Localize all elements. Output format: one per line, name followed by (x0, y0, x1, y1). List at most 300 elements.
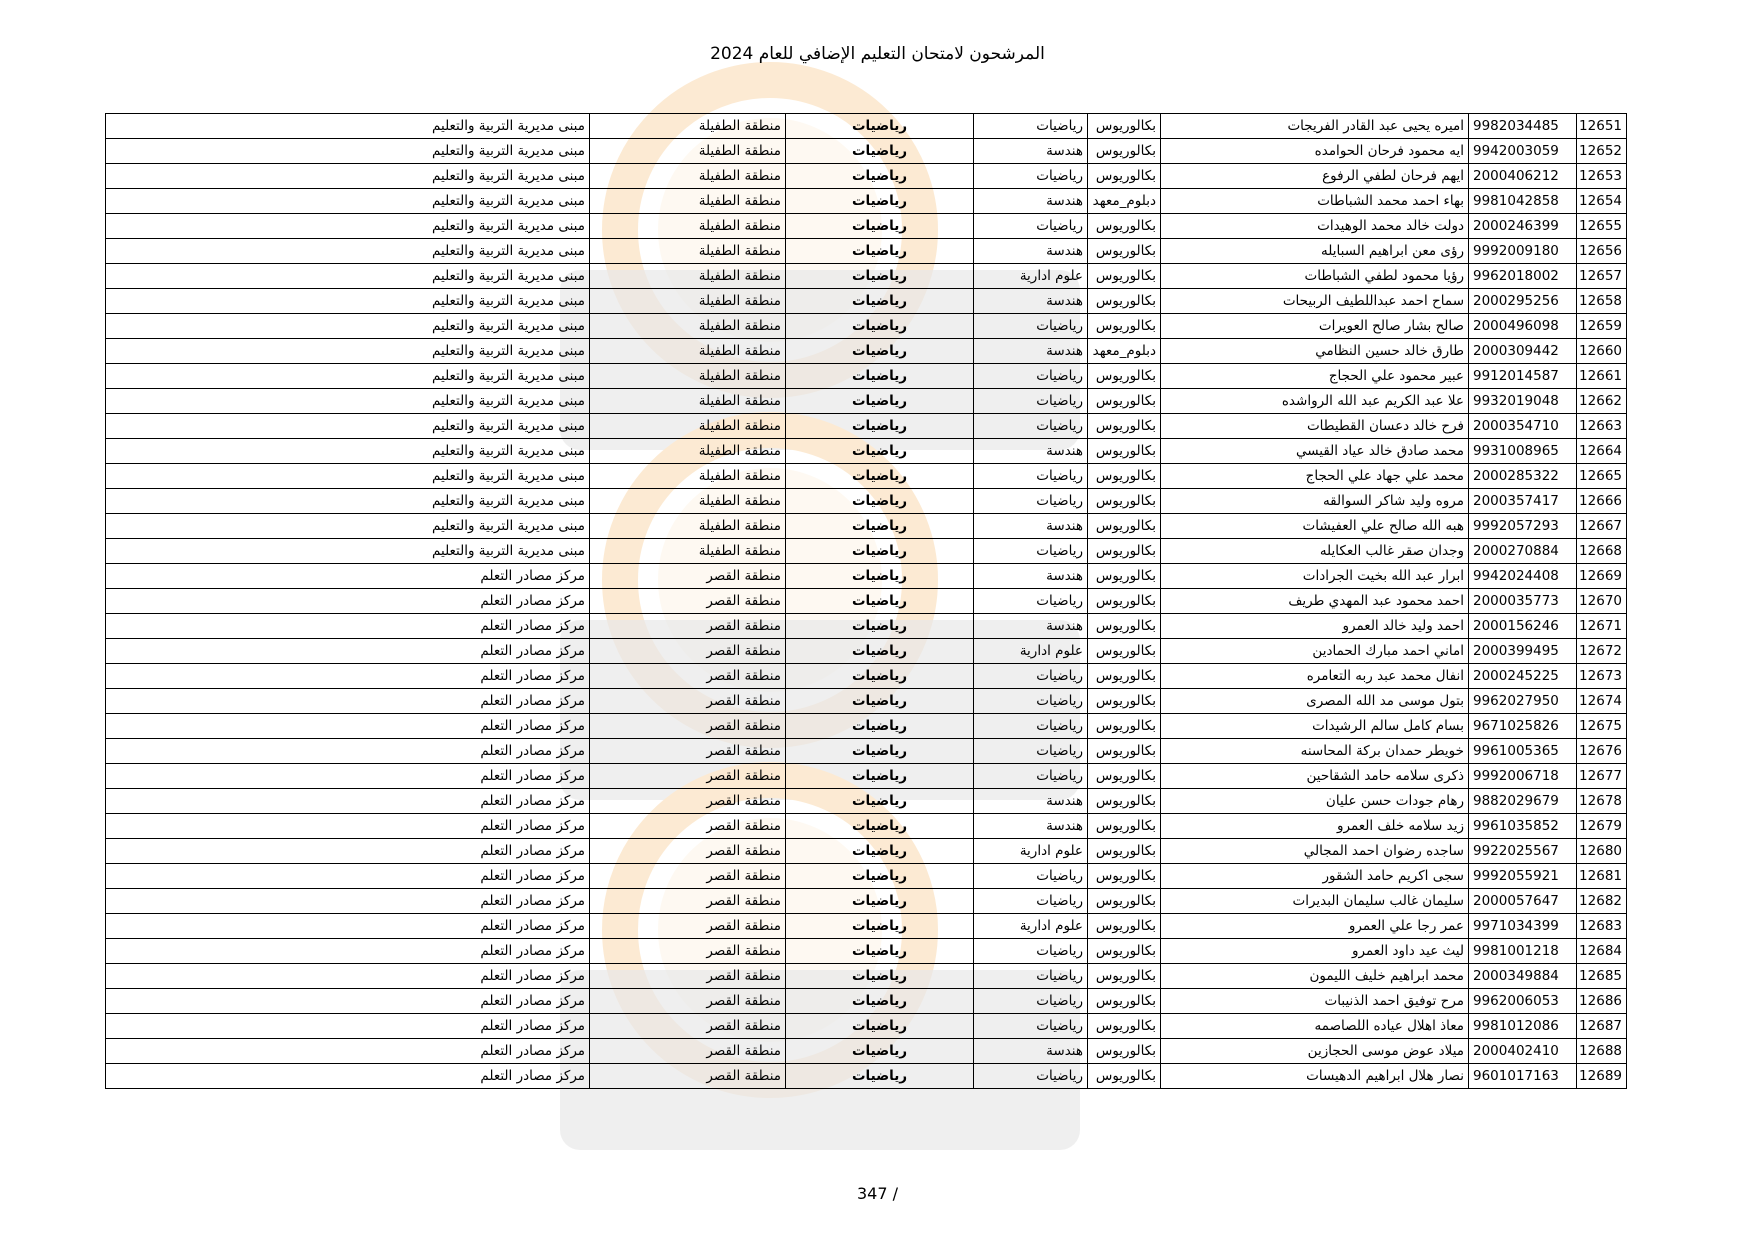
exam-center-cell: مبنى مديرية التربية والتعليم (106, 189, 590, 214)
table-row (106, 439, 1627, 464)
exam-subject-cell: رياضيات (786, 164, 974, 189)
exam-subject-cell: رياضيات (786, 414, 974, 439)
exam-center-cell: مبنى مديرية التربية والتعليم (106, 514, 590, 539)
education-region-cell: منطقة القصر (590, 1039, 786, 1064)
education-region-cell: منطقة الطفيلة (590, 364, 786, 389)
education-region-cell: منطقة القصر (590, 714, 786, 739)
exam-subject-cell: رياضيات (786, 639, 974, 664)
national-id-cell: 9601017163 (1469, 1064, 1577, 1089)
table-row (106, 764, 1627, 789)
specialization-cell: رياضيات (974, 589, 1088, 614)
candidate-name-cell: ليث عيد داود العمرو (1161, 939, 1469, 964)
education-region-cell: منطقة القصر (590, 689, 786, 714)
degree-cell: بكالوريوس (1088, 514, 1161, 539)
exam-center-cell: مركز مصادر التعلم (106, 764, 590, 789)
exam-subject-cell: رياضيات (786, 889, 974, 914)
education-region-cell: منطقة القصر (590, 764, 786, 789)
seat-number-cell: 12689 (1577, 1064, 1627, 1089)
table-row (106, 314, 1627, 339)
exam-center-cell: مركز مصادر التعلم (106, 739, 590, 764)
degree-cell: دبلوم_معهد (1088, 189, 1161, 214)
seat-number-cell: 12674 (1577, 689, 1627, 714)
seat-number-cell: 12660 (1577, 339, 1627, 364)
exam-subject-cell: رياضيات (786, 539, 974, 564)
specialization-cell: رياضيات (974, 689, 1088, 714)
candidate-name-cell: علا عبد الكريم عبد الله الرواشده (1161, 389, 1469, 414)
specialization-cell: هندسة (974, 189, 1088, 214)
exam-subject-cell: رياضيات (786, 439, 974, 464)
exam-subject-cell: رياضيات (786, 614, 974, 639)
exam-subject-cell: رياضيات (786, 764, 974, 789)
national-id-cell: 9961005365 (1469, 739, 1577, 764)
seat-number-cell: 12680 (1577, 839, 1627, 864)
degree-cell: بكالوريوس (1088, 214, 1161, 239)
exam-subject-cell: رياضيات (786, 489, 974, 514)
candidate-name-cell: صالح بشار صالح العويرات (1161, 314, 1469, 339)
specialization-cell: رياضيات (974, 414, 1088, 439)
education-region-cell: منطقة الطفيلة (590, 414, 786, 439)
table-row (106, 214, 1627, 239)
table-row (106, 989, 1627, 1014)
candidate-name-cell: بتول موسى مد الله المصرى (1161, 689, 1469, 714)
education-region-cell: منطقة القصر (590, 964, 786, 989)
national-id-cell: 9932019048 (1469, 389, 1577, 414)
specialization-cell: رياضيات (974, 314, 1088, 339)
exam-center-cell: مركز مصادر التعلم (106, 689, 590, 714)
degree-cell: بكالوريوس (1088, 714, 1161, 739)
seat-number-cell: 12659 (1577, 314, 1627, 339)
exam-subject-cell: رياضيات (786, 564, 974, 589)
seat-number-cell: 12652 (1577, 139, 1627, 164)
education-region-cell: منطقة القصر (590, 639, 786, 664)
national-id-cell: 9882029679 (1469, 789, 1577, 814)
national-id-cell: 9981001218 (1469, 939, 1577, 964)
page-number: 347 / (856, 1184, 898, 1203)
candidate-name-cell: اماني احمد مبارك الحمادين (1161, 639, 1469, 664)
specialization-cell: رياضيات (974, 864, 1088, 889)
seat-number-cell: 12678 (1577, 789, 1627, 814)
seat-number-cell: 12686 (1577, 989, 1627, 1014)
degree-cell: بكالوريوس (1088, 739, 1161, 764)
candidate-name-cell: طارق خالد حسين النظامي (1161, 339, 1469, 364)
national-id-cell: 9992009180 (1469, 239, 1577, 264)
table-row (106, 414, 1627, 439)
national-id-cell: 2000156246 (1469, 614, 1577, 639)
candidate-name-cell: احمد وليد خالد العمرو (1161, 614, 1469, 639)
table-row (106, 239, 1627, 264)
education-region-cell: منطقة الطفيلة (590, 539, 786, 564)
national-id-cell: 9981012086 (1469, 1014, 1577, 1039)
national-id-cell: 2000057647 (1469, 889, 1577, 914)
specialization-cell: هندسة (974, 789, 1088, 814)
exam-center-cell: مبنى مديرية التربية والتعليم (106, 389, 590, 414)
specialization-cell: علوم ادارية (974, 264, 1088, 289)
specialization-cell: هندسة (974, 514, 1088, 539)
national-id-cell: 2000295256 (1469, 289, 1577, 314)
seat-number-cell: 12684 (1577, 939, 1627, 964)
candidate-name-cell: سماح احمد عبداللطيف الربيحات (1161, 289, 1469, 314)
degree-cell: بكالوريوس (1088, 314, 1161, 339)
exam-center-cell: مركز مصادر التعلم (106, 589, 590, 614)
degree-cell: بكالوريوس (1088, 464, 1161, 489)
national-id-cell: 2000406212 (1469, 164, 1577, 189)
exam-subject-cell: رياضيات (786, 964, 974, 989)
degree-cell: بكالوريوس (1088, 439, 1161, 464)
education-region-cell: منطقة الطفيلة (590, 189, 786, 214)
seat-number-cell: 12682 (1577, 889, 1627, 914)
national-id-cell: 2000285322 (1469, 464, 1577, 489)
candidate-name-cell: ميلاد عوض موسى الحجازين (1161, 1039, 1469, 1064)
national-id-cell: 9962006053 (1469, 989, 1577, 1014)
national-id-cell: 2000035773 (1469, 589, 1577, 614)
education-region-cell: منطقة القصر (590, 614, 786, 639)
degree-cell: بكالوريوس (1088, 564, 1161, 589)
education-region-cell: منطقة الطفيلة (590, 489, 786, 514)
candidate-name-cell: هبه الله صالح علي العفيشات (1161, 514, 1469, 539)
exam-center-cell: مبنى مديرية التربية والتعليم (106, 214, 590, 239)
exam-subject-cell: رياضيات (786, 739, 974, 764)
degree-cell: بكالوريوس (1088, 1064, 1161, 1089)
table-row (106, 789, 1627, 814)
degree-cell: بكالوريوس (1088, 289, 1161, 314)
degree-cell: بكالوريوس (1088, 689, 1161, 714)
candidate-name-cell: مروه وليد شاكر السوالقه (1161, 489, 1469, 514)
exam-center-cell: مبنى مديرية التربية والتعليم (106, 139, 590, 164)
seat-number-cell: 12670 (1577, 589, 1627, 614)
national-id-cell: 9931008965 (1469, 439, 1577, 464)
degree-cell: بكالوريوس (1088, 139, 1161, 164)
exam-subject-cell: رياضيات (786, 364, 974, 389)
exam-subject-cell: رياضيات (786, 264, 974, 289)
specialization-cell: رياضيات (974, 739, 1088, 764)
exam-center-cell: مبنى مديرية التربية والتعليم (106, 164, 590, 189)
specialization-cell: رياضيات (974, 389, 1088, 414)
candidate-name-cell: نصار هلال ابراهيم الدهيسات (1161, 1064, 1469, 1089)
exam-center-cell: مركز مصادر التعلم (106, 989, 590, 1014)
seat-number-cell: 12667 (1577, 514, 1627, 539)
national-id-cell: 2000246399 (1469, 214, 1577, 239)
national-id-cell: 2000270884 (1469, 539, 1577, 564)
exam-subject-cell: رياضيات (786, 1039, 974, 1064)
education-region-cell: منطقة القصر (590, 939, 786, 964)
degree-cell: بكالوريوس (1088, 164, 1161, 189)
education-region-cell: منطقة الطفيلة (590, 464, 786, 489)
table-row (106, 389, 1627, 414)
exam-center-cell: مبنى مديرية التربية والتعليم (106, 339, 590, 364)
seat-number-cell: 12661 (1577, 364, 1627, 389)
national-id-cell: 9922025567 (1469, 839, 1577, 864)
degree-cell: بكالوريوس (1088, 664, 1161, 689)
exam-subject-cell: رياضيات (786, 714, 974, 739)
specialization-cell: هندسة (974, 814, 1088, 839)
national-id-cell: 9992055921 (1469, 864, 1577, 889)
exam-center-cell: مبنى مديرية التربية والتعليم (106, 314, 590, 339)
education-region-cell: منطقة القصر (590, 564, 786, 589)
exam-center-cell: مبنى مديرية التربية والتعليم (106, 364, 590, 389)
exam-subject-cell: رياضيات (786, 814, 974, 839)
specialization-cell: رياضيات (974, 464, 1088, 489)
exam-center-cell: مركز مصادر التعلم (106, 939, 590, 964)
exam-subject-cell: رياضيات (786, 214, 974, 239)
candidate-name-cell: رؤيا محمود لطفي الشباطات (1161, 264, 1469, 289)
degree-cell: بكالوريوس (1088, 239, 1161, 264)
table-row (106, 689, 1627, 714)
candidate-name-cell: ايهم فرحان لطفي الرفوع (1161, 164, 1469, 189)
seat-number-cell: 12671 (1577, 614, 1627, 639)
specialization-cell: رياضيات (974, 214, 1088, 239)
seat-number-cell: 12666 (1577, 489, 1627, 514)
table-row (106, 289, 1627, 314)
exam-subject-cell: رياضيات (786, 789, 974, 814)
education-region-cell: منطقة الطفيلة (590, 314, 786, 339)
candidate-name-cell: وجدان صقر غالب العكايله (1161, 539, 1469, 564)
national-id-cell: 2000496098 (1469, 314, 1577, 339)
seat-number-cell: 12663 (1577, 414, 1627, 439)
specialization-cell: علوم ادارية (974, 639, 1088, 664)
education-region-cell: منطقة الطفيلة (590, 214, 786, 239)
exam-center-cell: مركز مصادر التعلم (106, 639, 590, 664)
exam-subject-cell: رياضيات (786, 914, 974, 939)
education-region-cell: منطقة القصر (590, 789, 786, 814)
specialization-cell: رياضيات (974, 714, 1088, 739)
education-region-cell: منطقة القصر (590, 814, 786, 839)
exam-subject-cell: رياضيات (786, 189, 974, 214)
degree-cell: بكالوريوس (1088, 114, 1161, 139)
degree-cell: بكالوريوس (1088, 814, 1161, 839)
candidate-name-cell: ساجده رضوان احمد المجالي (1161, 839, 1469, 864)
specialization-cell: رياضيات (974, 939, 1088, 964)
candidate-name-cell: دولت خالد محمد الوهيدات (1161, 214, 1469, 239)
seat-number-cell: 12653 (1577, 164, 1627, 189)
national-id-cell: 9992006718 (1469, 764, 1577, 789)
national-id-cell: 9992057293 (1469, 514, 1577, 539)
specialization-cell: رياضيات (974, 489, 1088, 514)
exam-subject-cell: رياضيات (786, 1064, 974, 1089)
exam-subject-cell: رياضيات (786, 339, 974, 364)
degree-cell: دبلوم_معهد (1088, 339, 1161, 364)
candidate-name-cell: احمد محمود عبد المهدي طريف (1161, 589, 1469, 614)
national-id-cell: 9982034485 (1469, 114, 1577, 139)
national-id-cell: 9912014587 (1469, 364, 1577, 389)
table-row (106, 364, 1627, 389)
national-id-cell: 2000349884 (1469, 964, 1577, 989)
degree-cell: بكالوريوس (1088, 764, 1161, 789)
degree-cell: بكالوريوس (1088, 389, 1161, 414)
table-row (106, 189, 1627, 214)
exam-center-cell: مركز مصادر التعلم (106, 889, 590, 914)
specialization-cell: رياضيات (974, 1014, 1088, 1039)
candidates-table-body (106, 114, 1627, 1089)
exam-center-cell: مبنى مديرية التربية والتعليم (106, 264, 590, 289)
exam-subject-cell: رياضيات (786, 864, 974, 889)
seat-number-cell: 12657 (1577, 264, 1627, 289)
education-region-cell: منطقة القصر (590, 589, 786, 614)
national-id-cell: 9961035852 (1469, 814, 1577, 839)
seat-number-cell: 12685 (1577, 964, 1627, 989)
candidate-name-cell: سجى اكريم حامد الشقور (1161, 864, 1469, 889)
specialization-cell: هندسة (974, 439, 1088, 464)
degree-cell: بكالوريوس (1088, 1014, 1161, 1039)
degree-cell: بكالوريوس (1088, 589, 1161, 614)
specialization-cell: رياضيات (974, 989, 1088, 1014)
table-row (106, 739, 1627, 764)
exam-center-cell: مركز مصادر التعلم (106, 914, 590, 939)
candidate-name-cell: معاذ اهلال عياده اللصاصمه (1161, 1014, 1469, 1039)
exam-subject-cell: رياضيات (786, 389, 974, 414)
seat-number-cell: 12688 (1577, 1039, 1627, 1064)
education-region-cell: منطقة القصر (590, 1064, 786, 1089)
degree-cell: بكالوريوس (1088, 789, 1161, 814)
candidate-name-cell: اميره يحيى عبد القادر الفريجات (1161, 114, 1469, 139)
table-row (106, 864, 1627, 889)
specialization-cell: رياضيات (974, 1064, 1088, 1089)
exam-subject-cell: رياضيات (786, 239, 974, 264)
table-row (106, 814, 1627, 839)
candidate-name-cell: ابرار عبد الله بخيت الجرادات (1161, 564, 1469, 589)
national-id-cell: 2000245225 (1469, 664, 1577, 689)
table-row (106, 489, 1627, 514)
degree-cell: بكالوريوس (1088, 364, 1161, 389)
specialization-cell: علوم ادارية (974, 839, 1088, 864)
degree-cell: بكالوريوس (1088, 864, 1161, 889)
specialization-cell: هندسة (974, 239, 1088, 264)
exam-center-cell: مركز مصادر التعلم (106, 564, 590, 589)
table-row (106, 914, 1627, 939)
degree-cell: بكالوريوس (1088, 539, 1161, 564)
exam-center-cell: مركز مصادر التعلم (106, 964, 590, 989)
table-row (106, 964, 1627, 989)
exam-subject-cell: رياضيات (786, 464, 974, 489)
table-row (106, 264, 1627, 289)
education-region-cell: منطقة الطفيلة (590, 514, 786, 539)
table-row (106, 114, 1627, 139)
seat-number-cell: 12658 (1577, 289, 1627, 314)
seat-number-cell: 12675 (1577, 714, 1627, 739)
exam-center-cell: مبنى مديرية التربية والتعليم (106, 489, 590, 514)
exam-subject-cell: رياضيات (786, 939, 974, 964)
exam-subject-cell: رياضيات (786, 689, 974, 714)
education-region-cell: منطقة الطفيلة (590, 264, 786, 289)
exam-center-cell: مركز مصادر التعلم (106, 814, 590, 839)
seat-number-cell: 12654 (1577, 189, 1627, 214)
exam-subject-cell: رياضيات (786, 1014, 974, 1039)
seat-number-cell: 12662 (1577, 389, 1627, 414)
exam-center-cell: مبنى مديرية التربية والتعليم (106, 439, 590, 464)
education-region-cell: منطقة القصر (590, 889, 786, 914)
candidate-name-cell: خويطر حمدان بركة المحاسنه (1161, 739, 1469, 764)
exam-center-cell: مركز مصادر التعلم (106, 864, 590, 889)
education-region-cell: منطقة القصر (590, 914, 786, 939)
degree-cell: بكالوريوس (1088, 914, 1161, 939)
seat-number-cell: 12664 (1577, 439, 1627, 464)
national-id-cell: 2000309442 (1469, 339, 1577, 364)
exam-center-cell: مبنى مديرية التربية والتعليم (106, 289, 590, 314)
candidate-name-cell: ايه محمود فرحان الحوامده (1161, 139, 1469, 164)
table-row (106, 164, 1627, 189)
education-region-cell: منطقة الطفيلة (590, 389, 786, 414)
seat-number-cell: 12669 (1577, 564, 1627, 589)
degree-cell: بكالوريوس (1088, 489, 1161, 514)
candidate-name-cell: بهاء احمد محمد الشباطات (1161, 189, 1469, 214)
specialization-cell: رياضيات (974, 539, 1088, 564)
specialization-cell: علوم ادارية (974, 914, 1088, 939)
table-row (106, 639, 1627, 664)
table-row (106, 589, 1627, 614)
seat-number-cell: 12676 (1577, 739, 1627, 764)
education-region-cell: منطقة الطفيلة (590, 339, 786, 364)
education-region-cell: منطقة الطفيلة (590, 164, 786, 189)
education-region-cell: منطقة الطفيلة (590, 289, 786, 314)
candidate-name-cell: رهام جودات حسن عليان (1161, 789, 1469, 814)
candidate-name-cell: ذكرى سلامه حامد الشقاحين (1161, 764, 1469, 789)
table-row (106, 1014, 1627, 1039)
specialization-cell: هندسة (974, 564, 1088, 589)
candidate-name-cell: بسام كامل سالم الرشيدات (1161, 714, 1469, 739)
exam-center-cell: مركز مصادر التعلم (106, 714, 590, 739)
specialization-cell: هندسة (974, 1039, 1088, 1064)
seat-number-cell: 12668 (1577, 539, 1627, 564)
specialization-cell: هندسة (974, 289, 1088, 314)
national-id-cell: 2000354710 (1469, 414, 1577, 439)
candidate-name-cell: فرح خالد دعسان القطيطات (1161, 414, 1469, 439)
exam-center-cell: مبنى مديرية التربية والتعليم (106, 414, 590, 439)
national-id-cell: 9962018002 (1469, 264, 1577, 289)
exam-subject-cell: رياضيات (786, 839, 974, 864)
table-row (106, 514, 1627, 539)
page-title: المرشحون لامتحان التعليم الإضافي للعام 2024 (710, 44, 1045, 64)
exam-subject-cell: رياضيات (786, 289, 974, 314)
degree-cell: بكالوريوس (1088, 1039, 1161, 1064)
education-region-cell: منطقة القصر (590, 864, 786, 889)
seat-number-cell: 12679 (1577, 814, 1627, 839)
specialization-cell: رياضيات (974, 964, 1088, 989)
candidate-name-cell: انفال محمد عبد ربه التعامره (1161, 664, 1469, 689)
national-id-cell: 9971034399 (1469, 914, 1577, 939)
specialization-cell: هندسة (974, 614, 1088, 639)
education-region-cell: منطقة الطفيلة (590, 139, 786, 164)
candidate-name-cell: عمر رجا علي العمرو (1161, 914, 1469, 939)
seat-number-cell: 12687 (1577, 1014, 1627, 1039)
national-id-cell: 9981042858 (1469, 189, 1577, 214)
table-row (106, 714, 1627, 739)
table-row (106, 1064, 1627, 1089)
exam-subject-cell: رياضيات (786, 589, 974, 614)
degree-cell: بكالوريوس (1088, 614, 1161, 639)
table-row (106, 839, 1627, 864)
table-row (106, 889, 1627, 914)
exam-subject-cell: رياضيات (786, 664, 974, 689)
education-region-cell: منطقة القصر (590, 664, 786, 689)
education-region-cell: منطقة القصر (590, 739, 786, 764)
table-row (106, 664, 1627, 689)
exam-center-cell: مبنى مديرية التربية والتعليم (106, 464, 590, 489)
seat-number-cell: 12651 (1577, 114, 1627, 139)
national-id-cell: 2000402410 (1469, 1039, 1577, 1064)
table-row (106, 539, 1627, 564)
specialization-cell: رياضيات (974, 164, 1088, 189)
specialization-cell: رياضيات (974, 364, 1088, 389)
table-row (106, 564, 1627, 589)
education-region-cell: منطقة القصر (590, 989, 786, 1014)
table-row (106, 1039, 1627, 1064)
exam-center-cell: مبنى مديرية التربية والتعليم (106, 114, 590, 139)
exam-center-cell: مركز مصادر التعلم (106, 614, 590, 639)
exam-center-cell: مركز مصادر التعلم (106, 664, 590, 689)
seat-number-cell: 12677 (1577, 764, 1627, 789)
exam-subject-cell: رياضيات (786, 514, 974, 539)
seat-number-cell: 12656 (1577, 239, 1627, 264)
exam-subject-cell: رياضيات (786, 314, 974, 339)
